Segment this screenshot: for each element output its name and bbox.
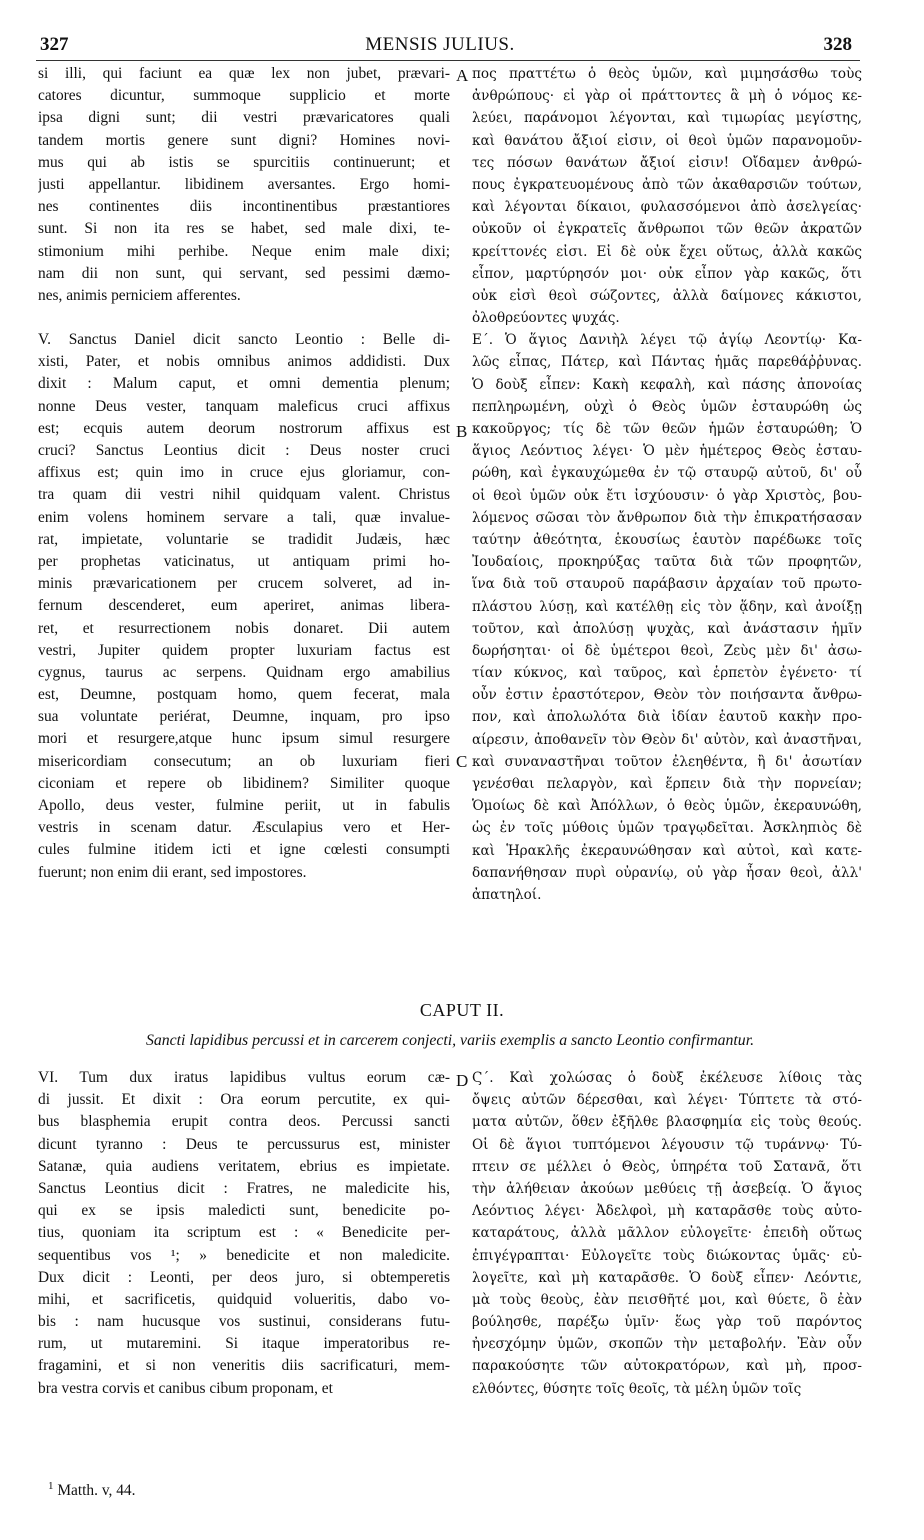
text-line: ἠνεσχόμην ὑμῶν, σκοπῶν τὴν μεταβολήν. Ἐὰν οὖν (472, 1336, 862, 1353)
text-line: si illi, qui faciunt ea quæ lex non jubet, prævari- (38, 65, 450, 82)
text-line: λόμενος σῶσαι τὸν ἄνθρωπον διὰ τὴν ἐπικρατήσασαν (472, 509, 862, 526)
text-line: παρακούσητε τῶν αὐτοκρατόρων, καὶ μὴ, προσ- (472, 1358, 862, 1375)
text-line: ἀνθρώπους· εἰ γὰρ οἱ πράττοντες ἃ μὴ ὁ νόμος κε- (472, 88, 862, 105)
text-line: mihi, et sacrificetis, quidquid volueritis, dabo vo- (38, 1290, 450, 1308)
text-line: Sanctus Leontius dicit : Fratres, ne maledicite his, (38, 1179, 450, 1197)
text-line: per prophetas vaticinatus, ut antiquam primi ho- (38, 552, 450, 570)
text-line: κρείττονές εἰσι. Εἰ δὲ οὐκ ἔχει οὕτως, ἀλλὰ κακῶς (472, 243, 862, 260)
text-line: τίαν κύκνος, καὶ ταῦρος, καὶ ἑρπετὸν ἐγένετο· τί (472, 665, 862, 682)
text-line: ἐπιγέγραπται· Εὐλογεῖτε τοὺς διώκοντας ὑμᾶς· εὐ- (472, 1247, 862, 1264)
text-line: qui ex se ipsis maledicti sunt, benedicite po- (38, 1202, 450, 1220)
text-line: πλάστου λύσῃ, καὶ κατέλθῃ εἰς τὸν ᾅδην, καὶ ἀνοίξῃ (472, 598, 862, 615)
margin-marker-c: C (456, 752, 468, 771)
margin-marker-a: A (456, 66, 469, 85)
text-line: ἵνα διὰ τοῦ σταυροῦ παράβασιν ἀρχαίαν τοῦ πρωτο- (472, 576, 862, 593)
text-line: ret, et resurrectionem nobis donaret. Dii autem (38, 619, 450, 637)
text-line: Dux dicit : Leonti, per deos juro, si obtemperetis (38, 1268, 450, 1286)
text-line: πος πραττέτω ὁ θεὸς ὑμῶν, καὶ μιμησάσθω τοὺς (472, 66, 862, 82)
text-line: Ὁ δοὺξ εἶπεν: Κακὴ κεφαλὴ, καὶ πάσης ἀπονοίας (472, 376, 862, 393)
text-line: cygnus, taurus ac serpens. Quidnam ergo amabilius (38, 663, 450, 681)
text-line: καὶ λέγονται δίκαιοι, φυλασσόμενοι ἀπὸ ἀσελγείας· (472, 199, 862, 216)
text-line: ὄψεις αὐτῶν δέρεσθαι, καὶ λέγει· Τύπτετε τὰ στό- (472, 1092, 862, 1109)
text-line: nonne Deus vester, tanquam maleficus cruci affixus (38, 397, 450, 415)
margin-marker-d: D (456, 1071, 469, 1090)
text-line: fuerunt; non enim dii erant, sed impostores. (38, 863, 307, 881)
text-line: δωρήσηται· οἱ δὲ ὑμέτεροι θεοὶ, Ζεὺς μὲν δι' ἀσω- (472, 642, 862, 659)
text-line: sua voluntate periérat, Deumne, inquam, pro ipso (38, 708, 450, 726)
footnote (48, 1480, 135, 1500)
text-line: vestri, Jupiter quidem propter luxuriam factus est (38, 641, 450, 659)
text-line: VI. Tum dux iratus lapidibus vultus eorum cæ- (38, 1069, 450, 1086)
text-line: tandem mortis genere sunt digni? Homines novi- (38, 131, 450, 149)
text-line: δαπανήθησαν πυρὶ οὐρανίῳ, οὐ γὰρ ἦσαν θεοὶ, ἀλλ' (472, 864, 862, 881)
text-line: καὶ συναναστῆναι τοῦτον ἐλεηθέντα, ἢ δι' ἀσωτίαν (472, 753, 862, 770)
margin-marker-b: B (456, 422, 468, 441)
text-line: οὐκοῦν οἱ ἐγκρατεῖς ἄνθρωποι τῶν θεῶν ἀκρατῶν (472, 221, 862, 238)
text-line: est; ecquis autem deorum nostrorum affixus est (38, 419, 450, 437)
text-line: V. Sanctus Daniel dicit sancto Leontio : Belle di- (38, 331, 450, 349)
text-line: τοῦτον, καὶ ἀπολύσῃ ψυχὰς, καὶ ἀνάστασιν ἡμῖν (472, 620, 862, 637)
text-line: λεύει, παράνομοι λέγονται, καὶ τιμωρίας μεγίστης, (472, 110, 862, 127)
text-line: Ϛ΄. Καὶ χολώσας ὁ δοὺξ ἐκέλευσε λίθοις τὰς (472, 1070, 862, 1086)
text-line: bus blasphemia erupit contra deos. Percussi sancti (38, 1113, 450, 1131)
text-line: cules fulmine itidem icti et igne cœlesti consumpti (38, 841, 450, 859)
greek-column-top (472, 63, 862, 906)
text-line: rat, impietate, voluntarie se tradidit Judæis, hæc (38, 530, 450, 548)
text-line: τες πόσων θανάτων ἄξιοί εἰσιν! Οἴδαμεν ἀνθρώ- (472, 154, 862, 171)
text-line: catores dicuntur, summoque supplicio et morte (38, 87, 450, 105)
text-line: ἅγιος Λεόντιος λέγει· Ὁ μὲν ἡμέτερος Θεὸς ἐσταυ- (472, 443, 862, 460)
text-line: fernum descenderet, eum aperiret, animas libera- (38, 597, 450, 615)
text-line: bis : nam hucusque vos sustinui, considerans futu- (38, 1313, 450, 1331)
footnote-text: Matth. v, 44. (57, 1482, 136, 1500)
text-line: βούλησθε, παρέξω ὑμῖν· ἕως γὰρ τοῦ παρόντος (472, 1314, 862, 1331)
text-line: ipsa digni sunt; dii vestri prævaricatores quali (38, 109, 450, 127)
text-line: Ἰουδαίοις, προκηρύξας ταῦτα διὰ τῶν προφητῶν, (472, 554, 862, 571)
text-line: Οἱ δὲ ἅγιοι τυπτόμενοι λέγουσιν τῷ τυράννῳ· Τύ- (472, 1136, 862, 1153)
text-line: λῶς εἶπας, Πάτερ, καὶ Πάντας ἡμᾶς παρεθάῤῥυνας. (472, 354, 862, 371)
text-line: nam dii non sunt, qui servant, sed pessimi dæmo- (38, 264, 450, 282)
running-head (28, 34, 852, 58)
text-line: fragamini, et si non veneritis diis sacrificaturi, mem- (38, 1357, 450, 1375)
text-line: ματα αὐτῶν, ὅθεν ἐξῆλθε βλασφημία εἰς τοὺς θεούς. (472, 1114, 862, 1131)
text-line: πτειν σε μέλλει ὁ Θεὸς, ὑπηρέτα τοῦ Σατανᾶ, ὅτι (472, 1158, 862, 1175)
text-line: Ὁμοίως δὲ καὶ Ἀπόλλων, ὁ θεὸς ὑμῶν, ἐκεραυνώθη, (472, 798, 862, 815)
text-line: ἀπατηλοί. (472, 886, 542, 903)
text-line: ελθόντες, θύσητε τοῖς θεοῖς, τὰ μέλη ὑμῶν τοῖς (472, 1380, 802, 1397)
text-line (38, 307, 450, 329)
text-line: πους ἐγκρατευομένους ἀπὸ τῶν ἀκαθαρσιῶν τούτων, (472, 176, 862, 193)
chapter-title: CAPUT II. (419, 1000, 505, 1020)
text-line: xisti, Pater, et nobis omnibus animos addidisti. Dux (38, 353, 450, 371)
latin-column-top (38, 63, 450, 884)
greek-column-bottom (472, 1067, 862, 1400)
text-line: Apollo, deus vester, fulmine periit, ut in fabulis (38, 797, 450, 814)
text-line: dixit : Malum caput, et omni dementia plenum; (38, 375, 450, 393)
text-line: πον, καὶ ἀπολωλότα διὰ ἰδίαν ἑαυτοῦ κακὴν προ- (472, 709, 862, 726)
text-line: Ε΄. Ὁ ἅγιος Δανιὴλ λέγει τῷ ἁγίῳ Λεοντίῳ· Κα- (472, 332, 862, 349)
footnote-mark: 1 (48, 1480, 54, 1492)
page-number-left: 327 (40, 34, 69, 55)
text-line: ὡς ἐν τοῖς μύθοις ὑμῶν τραγῳδεῖται. Ἀσκληπιὸς δὲ (472, 820, 862, 837)
text-line: justi appellantur. libidinem aversantes. Ergo homi- (38, 175, 450, 193)
text-line: Λεόντιος λέγει· Ἀδελφοὶ, μὴ καταρᾶσθε τοὺς αὐτο- (472, 1203, 862, 1220)
text-line: οἱ θεοὶ ὑμῶν οὐκ ἔτι ἰσχύουσιν· ὁ γὰρ Χριστὸς, βου- (472, 487, 862, 504)
page-number-right: 328 (823, 34, 852, 55)
text-line: οὖν ἐστιν ἐραστότερον, Θεὸν τὸν ποιήσαντα ἄνθρω- (472, 687, 862, 704)
text-line: nes, animis perniciem afferentes. (38, 286, 241, 304)
text-line: vestris in scenam datur. Æsculapius vero et Her- (38, 819, 450, 837)
text-line: ciconiam et repere ob libidinem? Similiter quoque (38, 774, 450, 792)
text-line: est, Deumne, postquam homo, quem fecerat, mala (38, 686, 450, 704)
text-line: misericordiam consecutum; an ob luxuriam fieri (38, 752, 450, 770)
text-line: καὶ θανάτου ἄξιοί εἰσιν, οἱ θεοὶ ὑμῶν παρανομοῦν- (472, 132, 862, 149)
text-line: mori et resurgere,atque hunc ipsum simul resurgere (38, 730, 450, 748)
text-line: Satanæ, quia audiens veritatem, ebrius es impietate. (38, 1157, 450, 1175)
text-line: τὴν ἀλήθειαν ἀκούων μεθύεις τῇ ἀσεβείᾳ. Ὁ ἅγιος (472, 1180, 862, 1197)
text-line: mus qui ab istis se spurcitiis continuerunt; et (38, 153, 450, 171)
text-line: κακοῦργος; τίς δὲ τῶν θεῶν ἡμῶν ἐσταυρώθη; Ὁ (472, 421, 862, 437)
text-line: tra quam dii vestri nihil quidquam valent. Christus (38, 486, 450, 504)
text-line: ταύτην ἀθεότητα, ἑκουσίως ἑαυτὸν παρέδωκε τοῖς (472, 531, 862, 548)
text-line: affixus est; quin imo in cruce ejus gloriamur, con- (38, 464, 450, 482)
text-line: stimonium mihi perhibe. Neque enim male dixi; (38, 242, 450, 260)
chapter-summary: Sancti lapidibus percussi et in carcerem conjecti, variis exemplis a sancto Leontio confirmantur. (145, 1032, 755, 1049)
text-line: αίρεσιν, ἀποθανεῖν τὸν Θεὸν δι' αὐτὸν, καὶ ἀναστῆναι, (472, 731, 862, 748)
running-title: MENSIS JULIUS. (365, 34, 515, 55)
text-line: ὀλοθρεύοντες ψυχάς. (472, 310, 620, 327)
text-line: καταράτους, ἀλλὰ μᾶλλον εὐλογεῖτε· ἐπειδὴ οὕτως (472, 1225, 862, 1242)
text-line: sunt. Si non ita res se habet, sed male dixi, te- (38, 220, 450, 238)
text-line: minis prævaricationem per crucem solveret, ad in- (38, 575, 450, 593)
text-line: rum, ut mutaremini. Si itaque imperatoribus re- (38, 1335, 450, 1353)
latin-column-bottom (38, 1067, 450, 1400)
text-line: ρώθη, καὶ ἐγκαυχώμεθα ἐν τῷ σταυρῷ αὐτοῦ, δι' οὗ (472, 465, 862, 482)
text-line: λογεῖτε, καὶ μὴ καταρᾶσθε. Ὁ δοὺξ εἶπεν· Λεόντιε, (472, 1269, 862, 1286)
text-line: bra vestra corvis et canibus cibum proponam, et (38, 1379, 333, 1397)
text-line: καὶ Ἡρακλῆς ἐκεραυνώθησαν καὶ αὐτοὶ, καὶ κατε- (472, 842, 862, 859)
text-line: di jussit. Et dixit : Ora eorum percutite, ex qui- (38, 1091, 450, 1109)
header-rule (36, 60, 860, 61)
text-line: πεπληρωμένη, οὐχὶ ὁ Θεὸς ὑμῶν ἐσταυρώθη ὡς (472, 398, 862, 415)
text-line: εἶπον, μαρτύρησόν μοι· οὐκ εἶπον γὰρ κακῶς, ὅτι (472, 265, 862, 282)
text-line: nes continentes diis incontinentibus præstantiores (38, 198, 450, 216)
text-line: μὰ τοὺς θεοὺς, ἐὰν πεισθῆτέ μοι, καὶ θύετε, ὃ ἐὰν (472, 1291, 862, 1308)
text-line: enim volens hominem servare a tali, quæ invalue- (38, 508, 450, 526)
text-line: γενέσθαι πελαργὸν, καὶ ἕρπειν διὰ τὴν πορνείαν; (472, 776, 862, 792)
text-line: dicunt tyranno : Deus te percussurus est, minister (38, 1135, 450, 1153)
text-line: sequentibus vos ¹; » benedicite et non maledicite. (38, 1246, 450, 1264)
text-line: tius, quoniam ita scriptum est : « Benedicite per- (38, 1224, 450, 1242)
text-line: cruci? Sanctus Leontius dicit : Deus noster cruci (38, 442, 450, 459)
text-line: οὐκ εἰσὶ θεοὶ σώζοντες, ἀλλὰ δαίμονες κάκιστοι, (472, 287, 862, 304)
